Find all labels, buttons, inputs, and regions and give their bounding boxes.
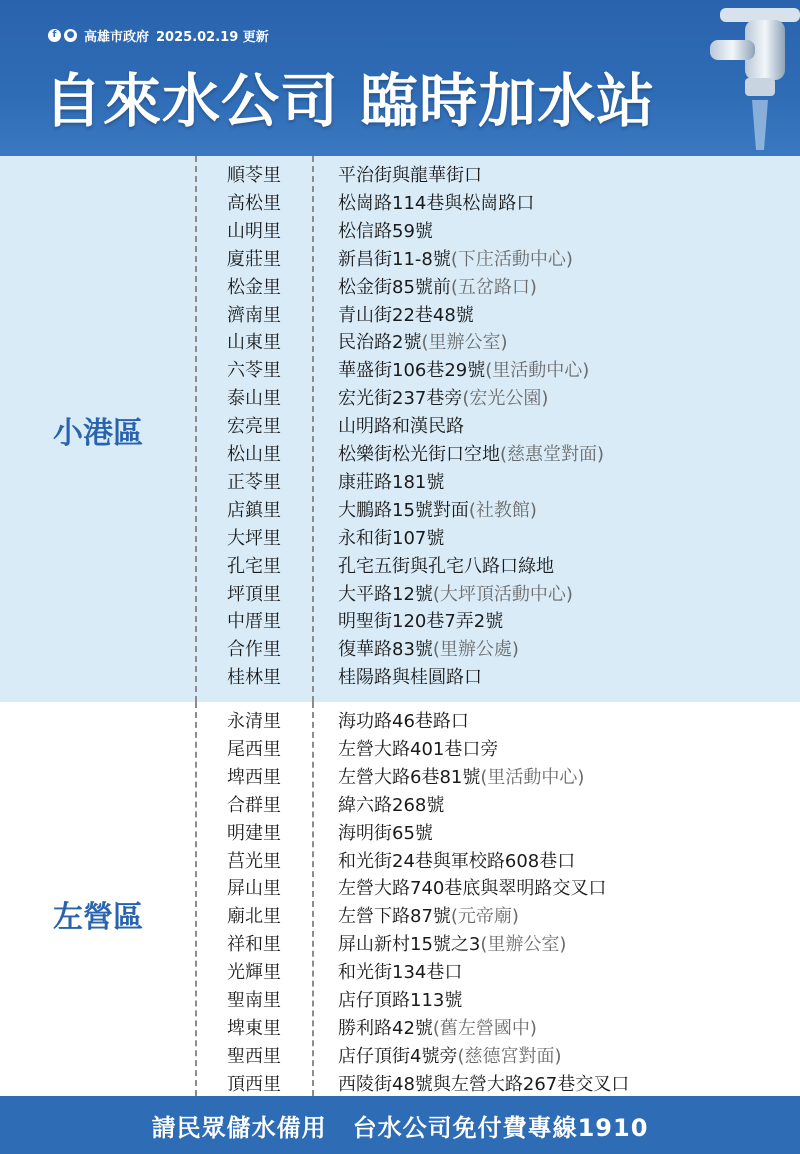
address-text: 松崗路114巷與松崗路口 <box>338 192 535 214</box>
address-note: (社教館) <box>468 499 537 521</box>
village-name: 永清里 <box>227 711 281 732</box>
village-name: 松金里 <box>227 276 281 298</box>
station-address <box>338 246 573 274</box>
station-row <box>0 608 800 636</box>
station-row <box>0 875 800 903</box>
address-text: 平治街與龍華街口 <box>338 165 482 186</box>
station-address <box>338 608 503 636</box>
village-name: 宏亮里 <box>227 416 281 438</box>
station-address <box>338 959 462 987</box>
address-text: 店仔頂路113號 <box>338 990 463 1011</box>
station-row <box>0 329 800 357</box>
station-address <box>338 931 566 959</box>
address-text: 松樂街松光街口空地 <box>338 444 500 465</box>
station-address <box>338 329 508 357</box>
station-row <box>0 497 800 525</box>
village-name: 合作里 <box>227 639 281 661</box>
station-row <box>0 246 800 274</box>
station-address <box>338 848 575 876</box>
station-address <box>338 764 584 792</box>
address-text: 和光街24巷與軍校路608巷口 <box>338 850 576 872</box>
station-address <box>338 1043 562 1071</box>
facebook-icon: f <box>48 29 61 42</box>
station-address <box>338 987 462 1015</box>
station-row <box>0 959 800 987</box>
station-address <box>338 190 534 218</box>
village-name: 山東里 <box>227 332 281 354</box>
station-row <box>0 664 800 692</box>
update-date: 2025.02.19 更新 <box>156 30 269 45</box>
section-zuoying <box>0 702 800 1096</box>
address-note: (大坪頂活動中心) <box>432 583 573 605</box>
station-row <box>0 764 800 792</box>
station-row <box>0 413 800 441</box>
address-text: 左營大路401巷口旁 <box>338 738 499 760</box>
village-name: 廈莊里 <box>227 248 281 270</box>
address-text: 民治路2號 <box>338 332 422 354</box>
station-row <box>0 581 800 609</box>
footer-banner <box>0 1096 800 1154</box>
station-address <box>338 636 519 664</box>
station-row <box>0 525 800 553</box>
address-note: (里活動中心) <box>485 360 590 382</box>
village-name: 山明里 <box>227 220 281 242</box>
address-text: 松信路59號 <box>338 220 433 242</box>
station-row <box>0 736 800 764</box>
village-name: 坪頂里 <box>227 583 281 605</box>
village-name: 順苓里 <box>227 165 281 186</box>
village-name: 祥和里 <box>227 934 281 956</box>
address-note: (元帝廟) <box>450 906 519 928</box>
section-xiaogang <box>0 156 800 702</box>
village-name: 大坪里 <box>227 527 281 549</box>
village-name: 廟北里 <box>227 906 281 928</box>
address-text: 大鵬路15號對面 <box>338 499 469 521</box>
station-row <box>0 903 800 931</box>
address-text: 勝利路42號 <box>338 1017 433 1039</box>
address-text: 松金街85號前 <box>338 276 451 298</box>
address-text: 左營大路740巷底與翠明路交叉口 <box>338 878 607 900</box>
station-address <box>338 1015 537 1043</box>
station-address <box>338 903 519 931</box>
station-address <box>338 162 482 190</box>
address-text: 青山街22巷48號 <box>338 304 474 326</box>
address-text: 康莊路181號 <box>338 471 445 493</box>
address-text: 新昌街11-8號 <box>338 248 451 270</box>
village-name: 頂西里 <box>227 1073 281 1095</box>
station-address <box>338 274 537 302</box>
station-address <box>338 581 573 609</box>
faucet-image <box>690 0 800 156</box>
village-name: 聖南里 <box>227 990 281 1011</box>
village-name: 埤東里 <box>227 1017 281 1039</box>
station-address <box>338 792 444 820</box>
address-text: 復華路83號 <box>338 639 433 661</box>
village-name: 正苓里 <box>227 471 281 493</box>
address-note: (慈德宮對面) <box>457 1045 562 1067</box>
station-row <box>0 274 800 302</box>
station-address <box>338 875 606 903</box>
station-row <box>0 1071 800 1099</box>
address-note: (下庄活動中心) <box>450 248 573 270</box>
station-address <box>338 553 554 581</box>
station-address <box>338 525 444 553</box>
station-address <box>338 736 498 764</box>
address-note: (宏光公園) <box>462 388 549 410</box>
station-row <box>0 792 800 820</box>
station-row <box>0 820 800 848</box>
address-note: (里活動中心) <box>480 766 585 788</box>
station-row <box>0 931 800 959</box>
address-text: 明聖街120巷7弄2號 <box>338 611 504 633</box>
village-name: 泰山里 <box>227 388 281 410</box>
address-text: 宏光街237巷旁 <box>338 388 463 410</box>
village-name: 合群里 <box>227 794 281 816</box>
address-note: (里辦公室) <box>421 332 508 354</box>
station-address <box>338 413 464 441</box>
page-title: 自來水公司 臨時加水站 <box>44 67 656 135</box>
address-text: 大平路12號 <box>338 583 433 605</box>
address-text: 緯六路268號 <box>338 794 445 816</box>
district-label: 左營區 <box>53 900 143 935</box>
address-text: 和光街134巷口 <box>338 962 463 984</box>
village-name: 光輝里 <box>227 962 281 984</box>
station-row <box>0 987 800 1015</box>
station-address <box>338 708 469 736</box>
station-address <box>338 218 433 246</box>
village-name: 桂林里 <box>227 667 281 689</box>
station-row <box>0 162 800 190</box>
station-address <box>338 497 537 525</box>
village-name: 高松里 <box>227 192 281 214</box>
station-address <box>338 441 604 469</box>
address-note: (里辦公室) <box>480 934 567 956</box>
station-address <box>338 469 444 497</box>
village-name: 明建里 <box>227 822 281 844</box>
village-name: 聖西里 <box>227 1045 281 1067</box>
village-name: 孔宅里 <box>227 555 281 577</box>
source-line <box>48 26 269 45</box>
village-name: 莒光里 <box>227 850 281 872</box>
station-address <box>338 302 474 330</box>
station-row <box>0 636 800 664</box>
village-name: 店鎮里 <box>227 499 281 521</box>
station-row <box>0 1015 800 1043</box>
address-text: 左營大路6巷81號 <box>338 766 481 788</box>
village-name: 尾西里 <box>227 738 281 760</box>
station-row <box>0 385 800 413</box>
station-row <box>0 218 800 246</box>
address-text: 永和街107號 <box>338 527 445 549</box>
address-note: (舊左營國中) <box>432 1017 537 1039</box>
village-name: 濟南里 <box>227 304 281 326</box>
station-row <box>0 553 800 581</box>
village-name: 松山里 <box>227 444 281 465</box>
village-name: 中厝里 <box>227 611 281 633</box>
footer-notice: 請民眾儲水備用 <box>151 1113 327 1142</box>
header-banner <box>0 0 800 156</box>
address-note: (五岔路口) <box>450 276 537 298</box>
station-address <box>338 385 548 413</box>
station-address <box>338 664 482 692</box>
village-name: 六苓里 <box>227 360 281 382</box>
station-row <box>0 1043 800 1071</box>
footer-hotline: 台水公司免付費專線1910 <box>352 1113 649 1142</box>
address-note: (里辦公處) <box>432 639 519 661</box>
line-icon: ● <box>64 29 77 42</box>
station-address <box>338 820 433 848</box>
address-text: 海明街65號 <box>338 822 433 844</box>
address-text: 西陵街48號與左營大路267巷交叉口 <box>338 1073 630 1095</box>
address-text: 店仔頂街4號旁 <box>338 1045 458 1067</box>
address-text: 左營下路87號 <box>338 906 451 928</box>
station-row <box>0 357 800 385</box>
station-row <box>0 190 800 218</box>
source-label: 高雄市政府 <box>84 30 150 45</box>
station-row <box>0 708 800 736</box>
station-row <box>0 441 800 469</box>
address-text: 孔宅五街與孔宅八路口綠地 <box>338 555 554 577</box>
station-row <box>0 848 800 876</box>
address-text: 桂陽路與桂圓路口 <box>338 667 482 689</box>
village-name: 屏山里 <box>227 878 281 900</box>
station-address <box>338 357 589 385</box>
village-name: 埤西里 <box>227 766 281 788</box>
station-row <box>0 302 800 330</box>
address-text: 華盛街106巷29號 <box>338 360 486 382</box>
address-text: 屏山新村15號之3 <box>338 934 481 956</box>
station-address <box>338 1071 629 1099</box>
address-note: (慈惠堂對面) <box>500 444 605 465</box>
district-label: 小港區 <box>53 416 143 451</box>
address-text: 海功路46巷路口 <box>338 711 469 732</box>
station-row <box>0 469 800 497</box>
address-text: 山明路和漢民路 <box>338 416 464 438</box>
